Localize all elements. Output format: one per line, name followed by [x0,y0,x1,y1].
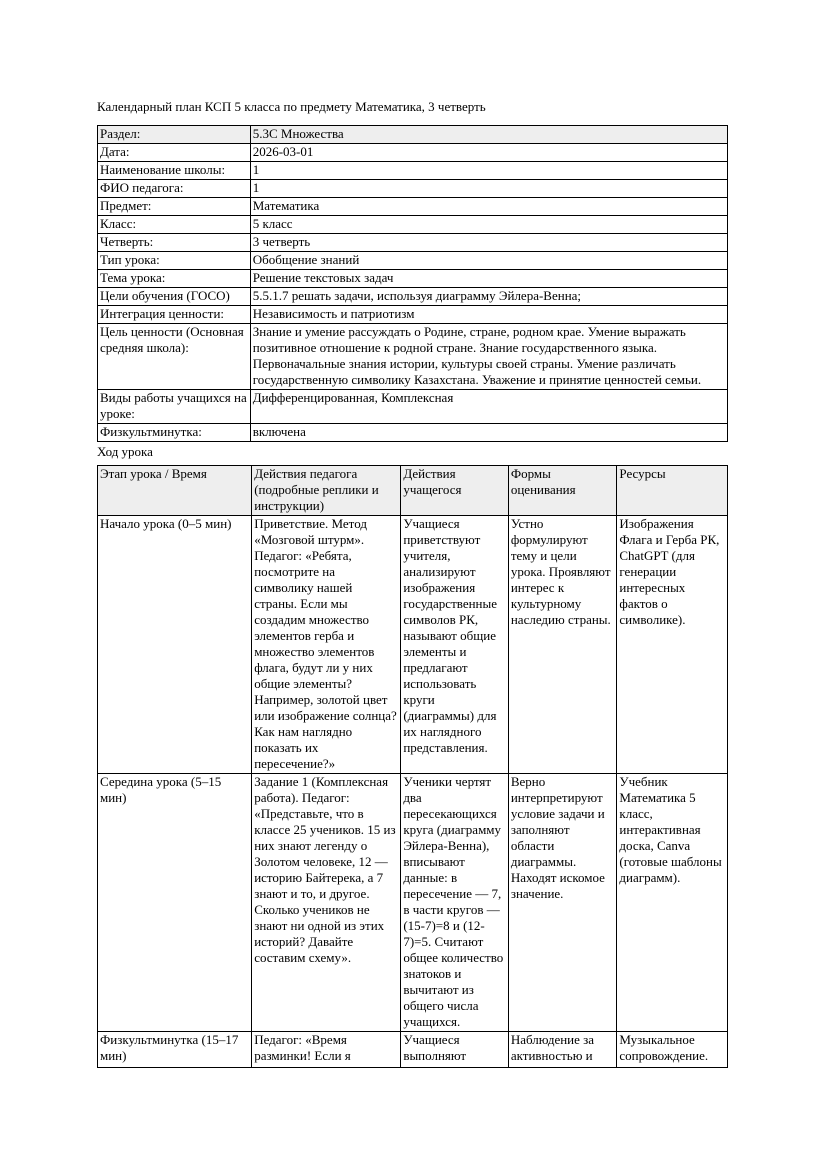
stage-cell: Физкультминутка (15–17 мин) [98,1032,252,1068]
table-row [98,270,728,288]
table-row [98,390,728,424]
student-actions-cell: Учащиеся приветствуют учителя, анализируют изображения государственные символов РК, называют общие элементы и предлагают использовать круги (диаграммы) для их наглядного представления. [401,516,509,774]
table-row [98,198,728,216]
column-header-assessment: Формы оценивания [508,466,617,516]
teacher-actions-cell: Приветствие. Метод «Мозговой штурм». Педагог: «Ребята, посмотрите на символику нашей страны. Если мы создадим множество элементов герба и множество элементов флага, будут ли у них общие элементы? Например, золотой цвет или изображение солнца? Как нам наглядно показать их пересечение?» [252,516,401,774]
stage-cell: Середина урока (5–15 мин) [98,774,252,1032]
column-header-student-actions: Действия учащегося [401,466,509,516]
info-row-value: 1 [250,180,727,198]
info-row-value: Математика [250,198,727,216]
info-row-label: Цели обучения (ГОСО) [98,288,251,306]
table-row [98,162,728,180]
info-row-value: Знание и умение рассуждать о Родине, стране, родном крае. Умение выражать позитивное отношение к родной стране. Знание государственного языка. Первоначальные знания истории, культуры своей страны. Умение различать государственную символику Казахстана. Уважение и принятие ценностей семьи. [250,324,727,390]
table-row [98,288,728,306]
info-table [97,125,728,442]
info-row-label: Класс: [98,216,251,234]
table-row [98,234,728,252]
info-row-value: 2026-03-01 [250,144,727,162]
info-row-label: Дата: [98,144,251,162]
info-row-label: ФИО педагога: [98,180,251,198]
info-row-label: Виды работы учащихся на уроке: [98,390,251,424]
info-row-label: Раздел: [98,126,251,144]
section-heading: Ход урока [97,444,153,459]
table-row [98,424,728,442]
info-row-value: 1 [250,162,727,180]
info-row-value: 3 четверть [250,234,727,252]
table-row [98,324,728,390]
info-row-label: Физкультминутка: [98,424,251,442]
assessment-cell: Верно интерпретируют условие задачи и заполняют области диаграммы. Находят искомое значение. [508,774,617,1032]
lesson-table [97,465,728,1068]
resources-cell: Музыкальное сопровождение. [617,1032,728,1068]
info-row-value: 5.5.1.7 решать задачи, используя диаграмму Эйлера-Венна; [250,288,727,306]
table-row [98,774,728,1032]
info-row-value: Независимость и патриотизм [250,306,727,324]
info-row-label: Четверть: [98,234,251,252]
table-row [98,306,728,324]
table-row [98,516,728,774]
column-header-resources: Ресурсы [617,466,728,516]
table-row [98,126,728,144]
assessment-cell: Наблюдение за активностью и [508,1032,617,1068]
document-content [97,99,729,1068]
info-row-label: Предмет: [98,198,251,216]
info-row-value: 5.3C Множества [250,126,727,144]
info-row-value: Дифференцированная, Комплексная [250,390,727,424]
column-header-teacher-actions: Действия педагога (подробные реплики и инструкции) [252,466,401,516]
info-row-value: Решение текстовых задач [250,270,727,288]
info-row-value: 5 класс [250,216,727,234]
info-row-label: Тема урока: [98,270,251,288]
info-row-label: Интеграция ценности: [98,306,251,324]
resources-cell: Учебник Математика 5 класс, интерактивная доска, Canva (готовые шаблоны диаграмм). [617,774,728,1032]
info-row-value: Обобщение знаний [250,252,727,270]
student-actions-cell: Учащиеся выполняют [401,1032,509,1068]
teacher-actions-cell: Задание 1 (Комплексная работа). Педагог: «Представьте, что в классе 25 учеников. 15 из них знают легенду о Золотом человеке, 12 — историю Байтерека, а 7 знают и то, и другое. Сколько учеников не знают ни одной из этих историй? Давайте составим схему». [252,774,401,1032]
student-actions-cell: Ученики чертят два пересекающихся круга (диаграмму Эйлера-Венна), вписывают данные: в пересечение — 7, в части кругов — (15-7)=8 и (12-7)=5. Считают общее количество знатоков и вычитают из общего числа учащихся. [401,774,509,1032]
resources-cell: Изображения Флага и Герба РК, ChatGPT (для генерации интересных фактов о символике). [617,516,728,774]
info-row-value: включена [250,424,727,442]
table-row [98,180,728,198]
teacher-actions-cell: Педагог: «Время разминки! Если я [252,1032,401,1068]
assessment-cell: Устно формулируют тему и цели урока. Проявляют интерес к культурному наследию страны. [508,516,617,774]
column-header-stage: Этап урока / Время [98,466,252,516]
info-row-label: Тип урока: [98,252,251,270]
table-row [98,144,728,162]
info-row-label: Наименование школы: [98,162,251,180]
info-row-label: Цель ценности (Основная средняя школа): [98,324,251,390]
table-row [98,252,728,270]
table-row [98,216,728,234]
table-header-row [98,466,728,516]
table-row [98,1032,728,1068]
stage-cell: Начало урока (0–5 мин) [98,516,252,774]
document-title: Календарный план КСП 5 класса по предмету Математика, 3 четверть [97,99,486,114]
